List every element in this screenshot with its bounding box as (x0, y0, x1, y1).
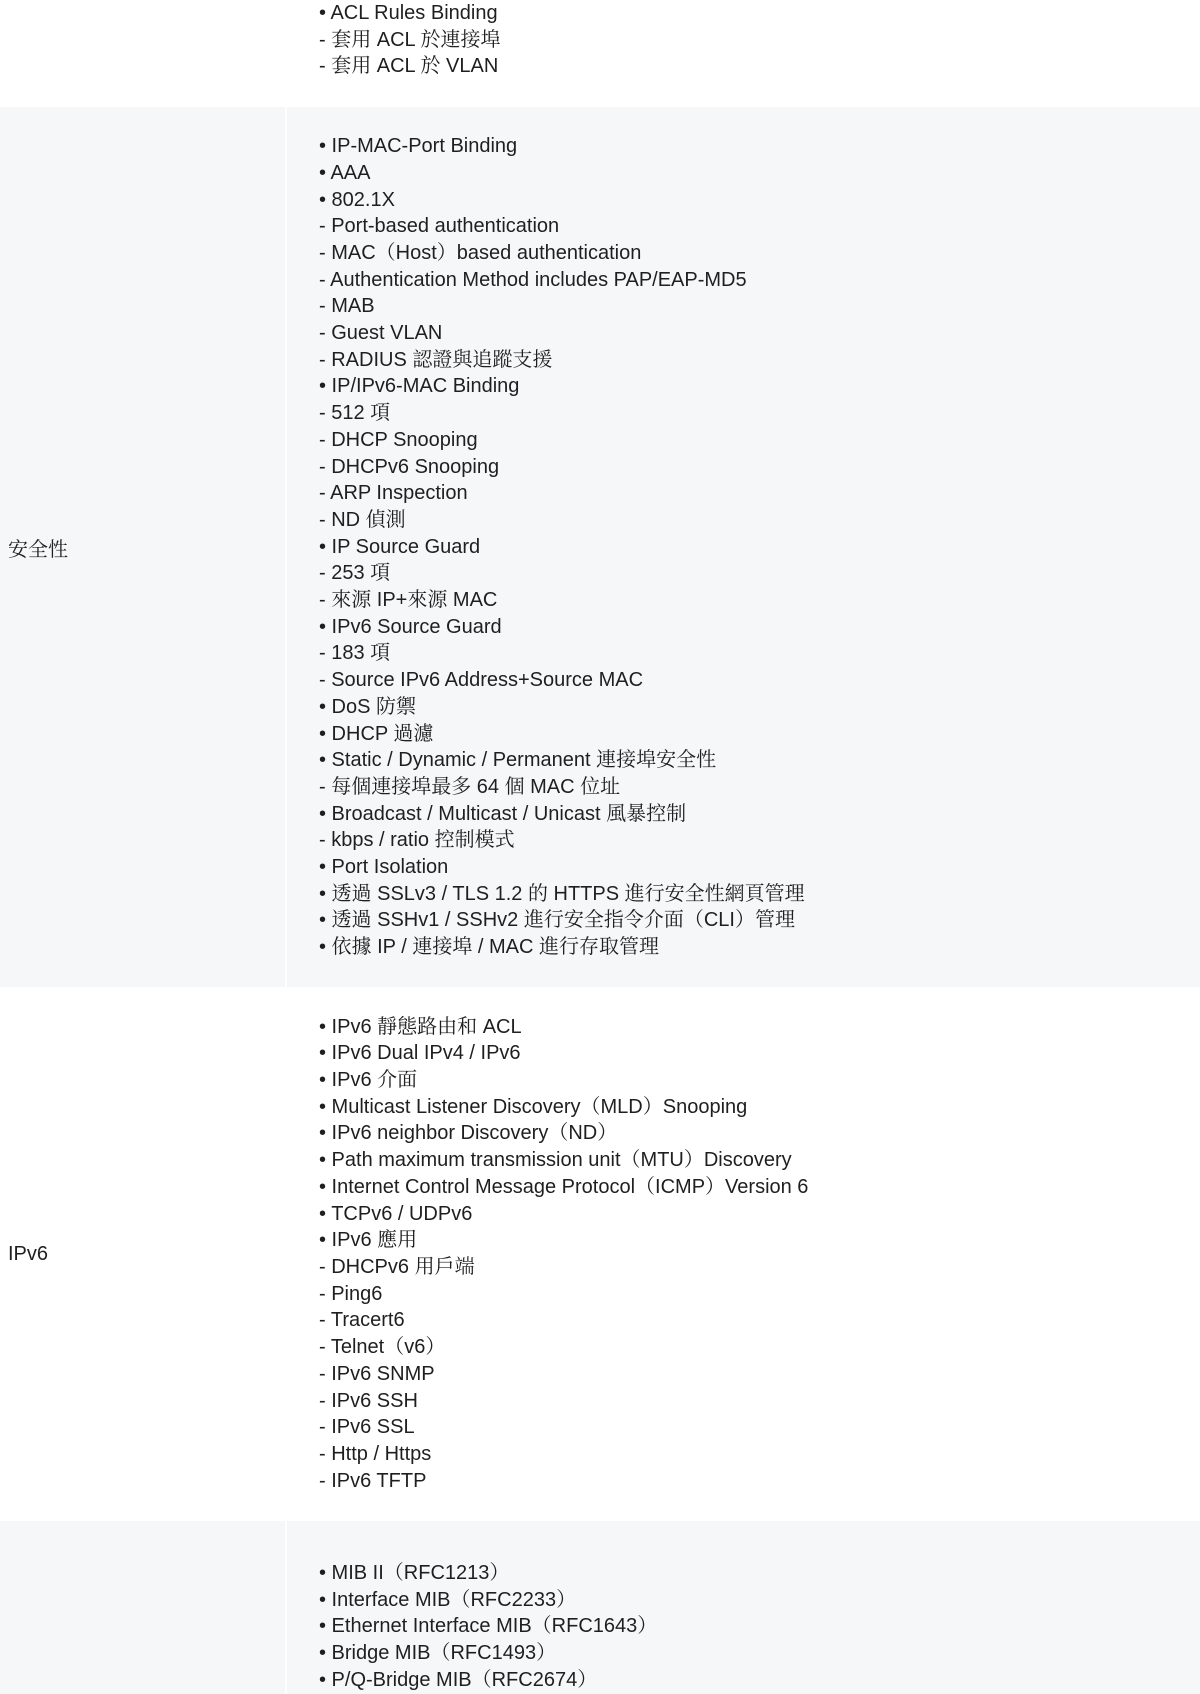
spec-value-line: - 每個連接埠最多 64 個 MAC 位址 (319, 775, 621, 798)
spec-value-line: - Http / Https (319, 1442, 432, 1465)
spec-value (286, 107, 1200, 987)
spec-value-line: • Internet Control Message Protocol（ICMP）Version 6 (319, 1175, 809, 1198)
spec-value-line: - 253 項 (319, 562, 391, 585)
spec-value-line: • 依據 IP / 連接埠 / MAC 進行存取管理 (319, 936, 659, 959)
spec-value-line: - DHCP Snooping (319, 428, 478, 451)
spec-value-line: - Port-based authentication (319, 215, 560, 238)
spec-value-line: • Broadcast / Multicast / Unicast 風暴控制 (319, 802, 687, 825)
spec-label: IPv6 (8, 1242, 49, 1265)
spec-value-line: • DoS 防禦 (319, 695, 417, 718)
spec-label (0, 1521, 286, 1694)
spec-value-line: - 來源 IP+來源 MAC (319, 589, 498, 612)
spec-row-security (0, 107, 1200, 987)
spec-value-line: - Tracert6 (319, 1309, 405, 1332)
spec-value-list (319, 1014, 1200, 1495)
spec-value-line: • 透過 SSLv3 / TLS 1.2 的 HTTPS 進行安全性網頁管理 (319, 882, 805, 905)
spec-value-line: • 透過 SSHv1 / SSHv2 進行安全指令介面（CLI）管理 (319, 909, 795, 932)
spec-value-line: • Static / Dynamic / Permanent 連接埠安全性 (319, 749, 717, 772)
spec-value-line: • 802.1X (319, 188, 395, 211)
spec-row-ipv6 (0, 987, 1200, 1521)
spec-value-line: • P/Q-Bridge MIB（RFC2674） (319, 1668, 598, 1691)
spec-value-line: - DHCPv6 Snooping (319, 455, 500, 478)
spec-value-list (319, 0, 1200, 80)
spec-value (286, 987, 1200, 1521)
spec-value-line: - Guest VLAN (319, 322, 443, 345)
spec-label: 安全性 (8, 538, 68, 561)
spec-row-mib (0, 1521, 1200, 1694)
spec-value-line: • IP-MAC-Port Binding (319, 135, 518, 158)
spec-value (286, 1521, 1200, 1694)
spec-value-line: • IPv6 靜態路由和 ACL (319, 1015, 522, 1038)
spec-value-line: • IPv6 應用 (319, 1229, 418, 1252)
spec-value-line: • IP Source Guard (319, 535, 481, 558)
spec-value-line: • IPv6 介面 (319, 1069, 418, 1092)
spec-value-line: - RADIUS 認證與追蹤支援 (319, 348, 553, 371)
spec-value-line: • TCPv6 / UDPv6 (319, 1202, 473, 1225)
spec-value-line: - 183 項 (319, 642, 391, 665)
spec-row-acl (0, 0, 1200, 107)
spec-value-line: • Port Isolation (319, 856, 449, 879)
spec-value-line: • IPv6 Dual IPv4 / IPv6 (319, 1042, 521, 1065)
spec-value-line: - Telnet（v6） (319, 1336, 446, 1359)
spec-value-line: • Ethernet Interface MIB（RFC1643） (319, 1615, 658, 1638)
spec-value-line: • IP/IPv6-MAC Binding (319, 375, 520, 398)
spec-value-line: - 套用 ACL 於 VLAN (319, 55, 499, 78)
spec-value-line: - 512 項 (319, 402, 391, 425)
spec-value (286, 0, 1200, 107)
spec-value-line: • IPv6 Source Guard (319, 615, 502, 638)
spec-value-line: • Multicast Listener Discovery（MLD）Snooping (319, 1095, 748, 1118)
spec-value-line: - IPv6 SNMP (319, 1362, 435, 1385)
spec-value-line: • Path maximum transmission unit（MTU）Discovery (319, 1149, 792, 1172)
spec-value-line: - ND 偵測 (319, 508, 406, 531)
spec-value-list (319, 1521, 1200, 1694)
spec-value-list (319, 133, 1200, 961)
spec-value-line: - 套用 ACL 於連接埠 (319, 28, 501, 51)
spec-value-line: • IPv6 neighbor Discovery（ND） (319, 1122, 618, 1145)
spec-label (0, 0, 286, 107)
spec-value-line: - IPv6 SSH (319, 1389, 418, 1412)
spec-value-line: - Authentication Method includes PAP/EAP-MD5 (319, 268, 747, 291)
spec-value-line: - MAB (319, 295, 375, 318)
spec-value-line: • ACL Rules Binding (319, 2, 498, 24)
spec-value-line: • MIB II（RFC1213） (319, 1562, 510, 1584)
spec-value-line: - Source IPv6 Address+Source MAC (319, 669, 644, 692)
spec-value-line: - IPv6 SSL (319, 1416, 415, 1439)
spec-value-line: - MAC（Host）based authentication (319, 241, 642, 264)
spec-value-line: - kbps / ratio 控制模式 (319, 829, 515, 852)
spec-value-line: - IPv6 TFTP (319, 1469, 427, 1492)
spec-value-line: - DHCPv6 用戶端 (319, 1256, 475, 1278)
spec-value-line: - Ping6 (319, 1282, 383, 1305)
spec-value-line: • Interface MIB（RFC2233） (319, 1588, 577, 1611)
spec-value-line: • DHCP 過濾 (319, 722, 434, 745)
spec-value-line: • AAA (319, 161, 371, 184)
spec-value-line: • Bridge MIB（RFC1493） (319, 1642, 557, 1665)
spec-value-line: - ARP Inspection (319, 482, 468, 505)
